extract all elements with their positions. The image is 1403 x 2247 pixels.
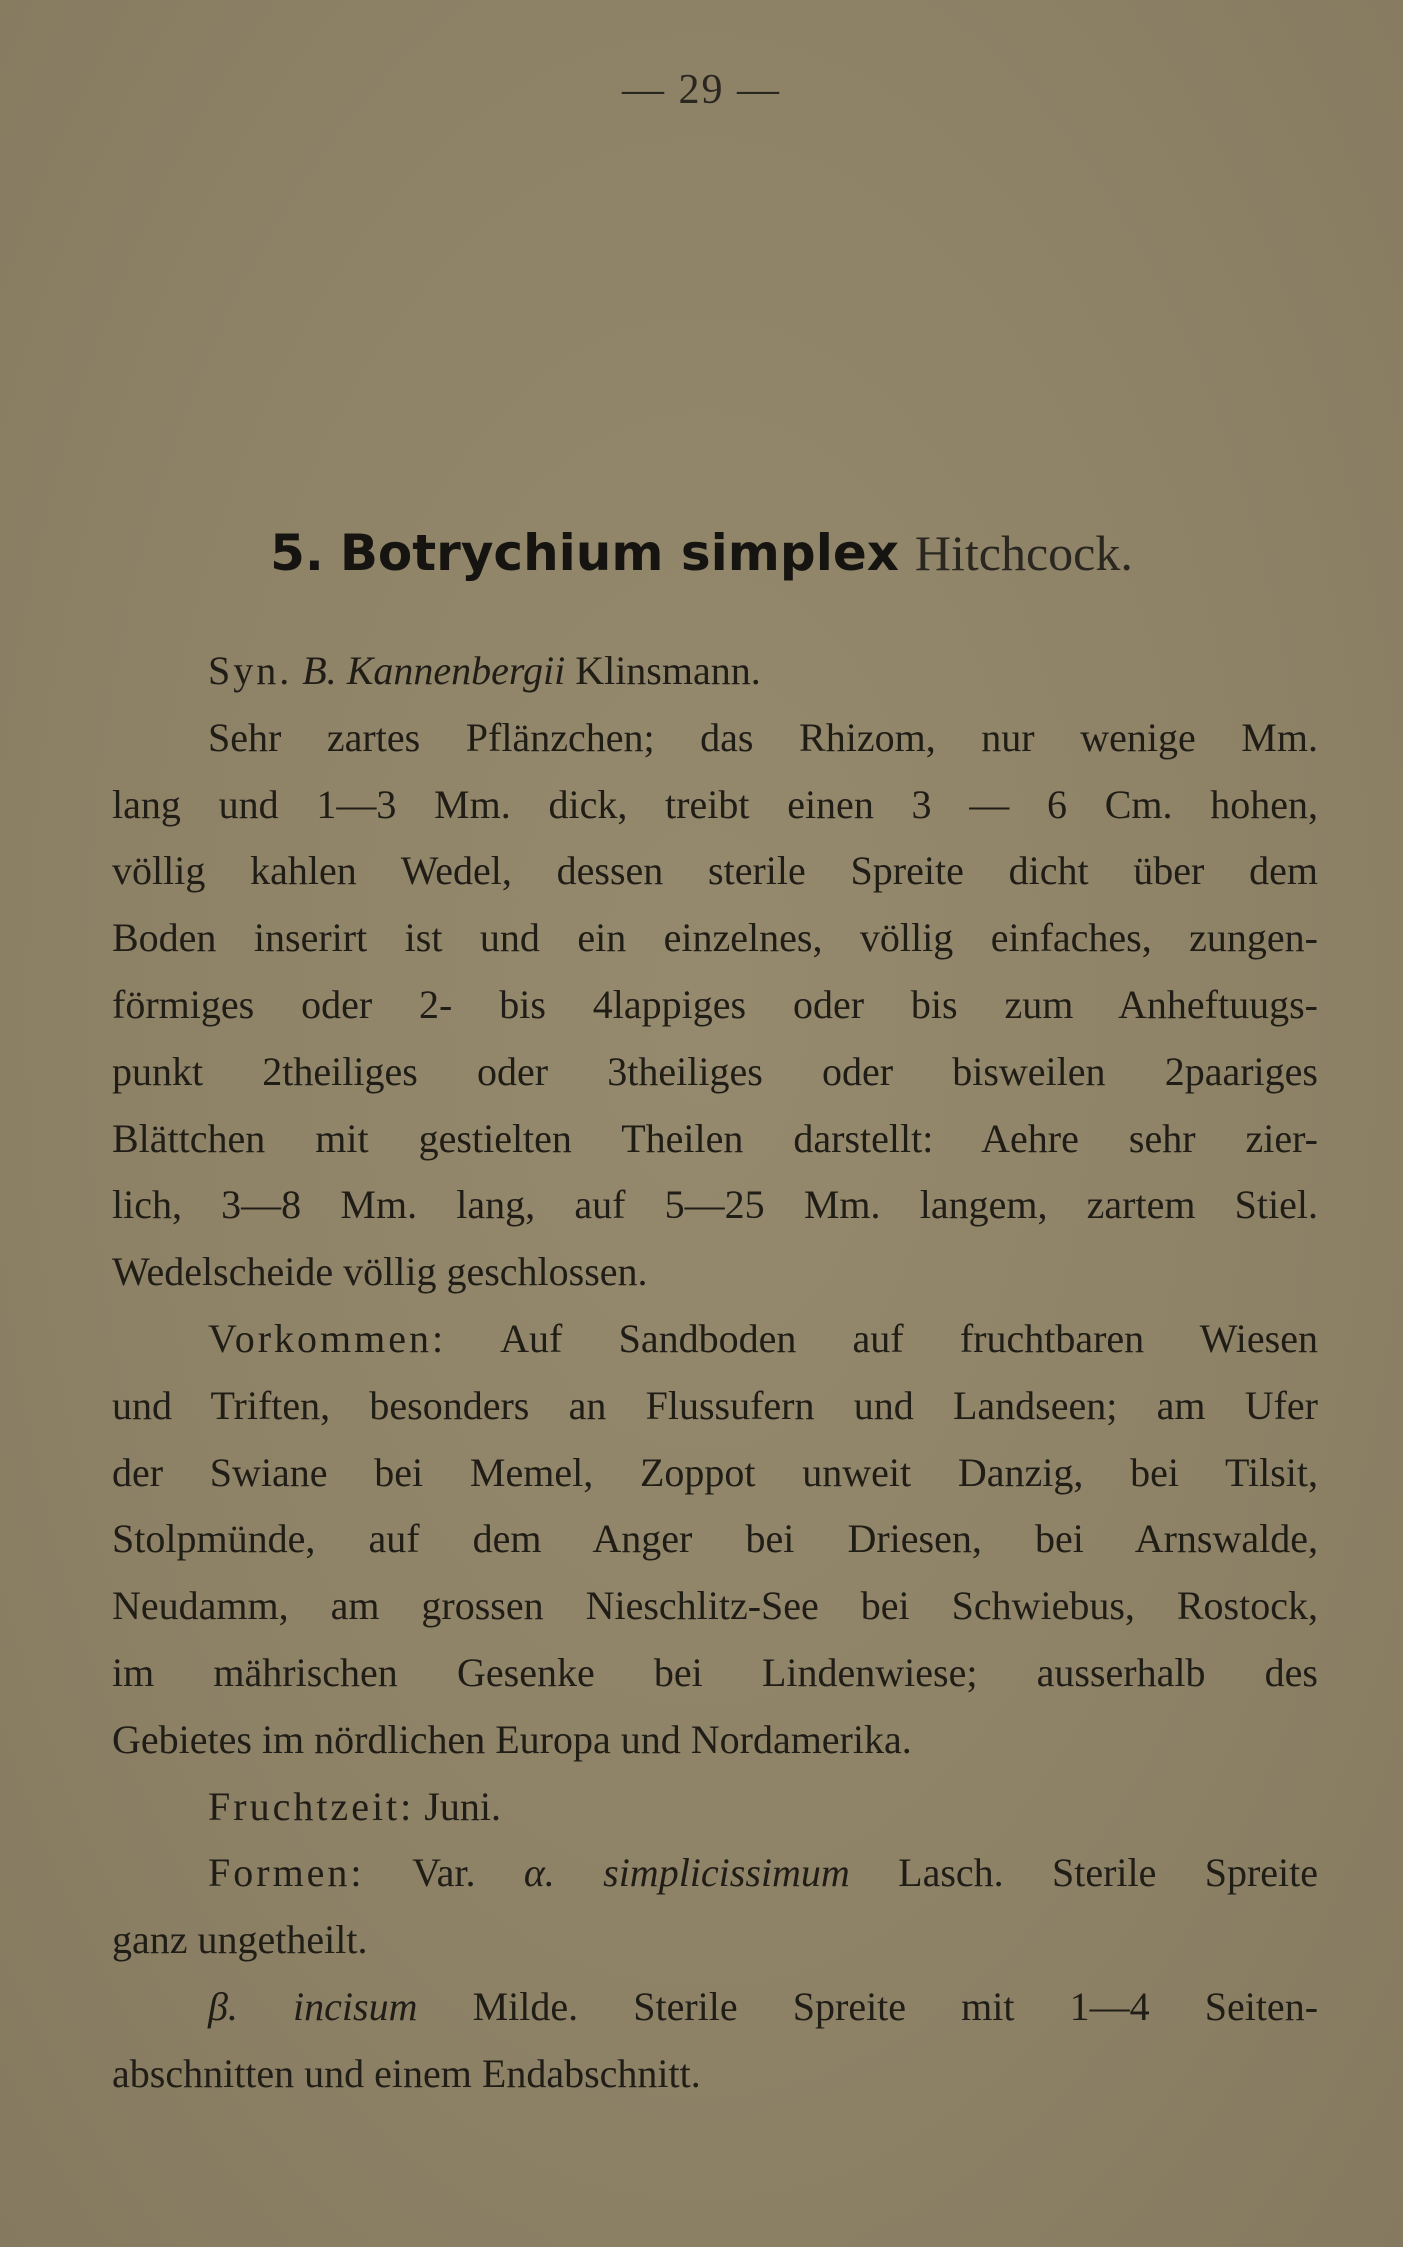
- fruiting-label: Fruchtzeit:: [208, 1783, 415, 1829]
- heading-author: Hitchcock.: [914, 525, 1133, 581]
- occurrence-label: Vorkommen:: [208, 1315, 447, 1361]
- forms-beta-line: [112, 1974, 1318, 2041]
- occurrence-first-line: [112, 1306, 1318, 1373]
- description-line: förmiges oder 2- bis 4lappiges oder bis zum Anheftuugs-: [112, 981, 1318, 1027]
- description-line: punkt 2theiliges oder 3theiliges oder bisweilen 2paariges: [112, 1048, 1318, 1094]
- description-line: Sehr zartes Pflänzchen; das Rhizom, nur wenige Mm.: [208, 714, 1318, 760]
- page-number: — 29 —: [622, 67, 781, 113]
- occurrence-line: und Triften, besonders an Flussufern und Landseen; am Ufer: [112, 1382, 1318, 1428]
- occurrence-line: im mährischen Gesenke bei Lindenwiese; ausserhalb des: [112, 1649, 1318, 1695]
- synonym-author: Klinsmann.: [575, 648, 761, 693]
- occurrence-line: Gebietes im nördlichen Europa und Nordamerika.: [112, 1716, 912, 1762]
- description-line: lang und 1—3 Mm. dick, treibt einen 3 — 6 Cm. hohen,: [112, 781, 1318, 827]
- forms-alpha-author: Lasch.: [898, 1850, 1004, 1896]
- synonym-epithet: Kannenbergii: [346, 648, 566, 693]
- forms-beta-name: β. incisum: [208, 1983, 418, 2029]
- forms-beta-cont: abschnitten und einem Endabschnitt.: [112, 2050, 701, 2096]
- synonym-label: Syn.: [208, 648, 293, 693]
- occurrence-line: Stolpmünde, auf dem Anger bei Driesen, bei Arnswalde,: [112, 1516, 1318, 1562]
- synonym-genus: B.: [302, 648, 337, 693]
- forms-beta-desc: Sterile Spreite mit 1—4 Seiten-: [633, 1983, 1318, 2029]
- forms-alpha-name: α. simplicissimum: [523, 1850, 850, 1896]
- occurrence-line: der Swiane bei Memel, Zoppot unweit Danzig, bei Tilsit,: [112, 1449, 1318, 1495]
- forms-alpha-cont: ganz ungetheilt.: [112, 1917, 368, 1963]
- forms-beta-author: Milde.: [472, 1983, 579, 2029]
- body-text: [112, 638, 1318, 2108]
- forms-alpha-desc: Sterile Spreite: [1051, 1850, 1318, 1896]
- forms-var-prefix: Var.: [412, 1850, 476, 1896]
- occurrence-text: Auf Sandboden auf fruchtbaren Wiesen: [500, 1315, 1318, 1361]
- fruiting-value: Juni.: [424, 1783, 501, 1829]
- description-line: völlig kahlen Wedel, dessen sterile Spreite dicht über dem: [112, 848, 1318, 894]
- synonym-line: [112, 638, 1318, 705]
- description-line: lich, 3—8 Mm. lang, auf 5—25 Mm. langem, zartem Stiel.: [112, 1182, 1318, 1228]
- description-line: Wedelscheide völlig geschlossen.: [112, 1249, 648, 1295]
- heading-number: 5.: [270, 524, 324, 582]
- species-heading: [0, 524, 1403, 582]
- fruiting-line: [112, 1774, 1318, 1841]
- forms-label: Formen:: [208, 1850, 365, 1896]
- heading-species: Botrychium simplex: [339, 524, 899, 582]
- description-line: Blättchen mit gestielten Theilen darstellt: Aehre sehr zier-: [112, 1115, 1318, 1161]
- forms-line: [112, 1840, 1318, 1907]
- occurrence-line: Neudamm, am grossen Nieschlitz-See bei Schwiebus, Rostock,: [112, 1583, 1318, 1629]
- description-line: Boden inserirt ist und ein einzelnes, völlig einfaches, zungen-: [112, 915, 1318, 961]
